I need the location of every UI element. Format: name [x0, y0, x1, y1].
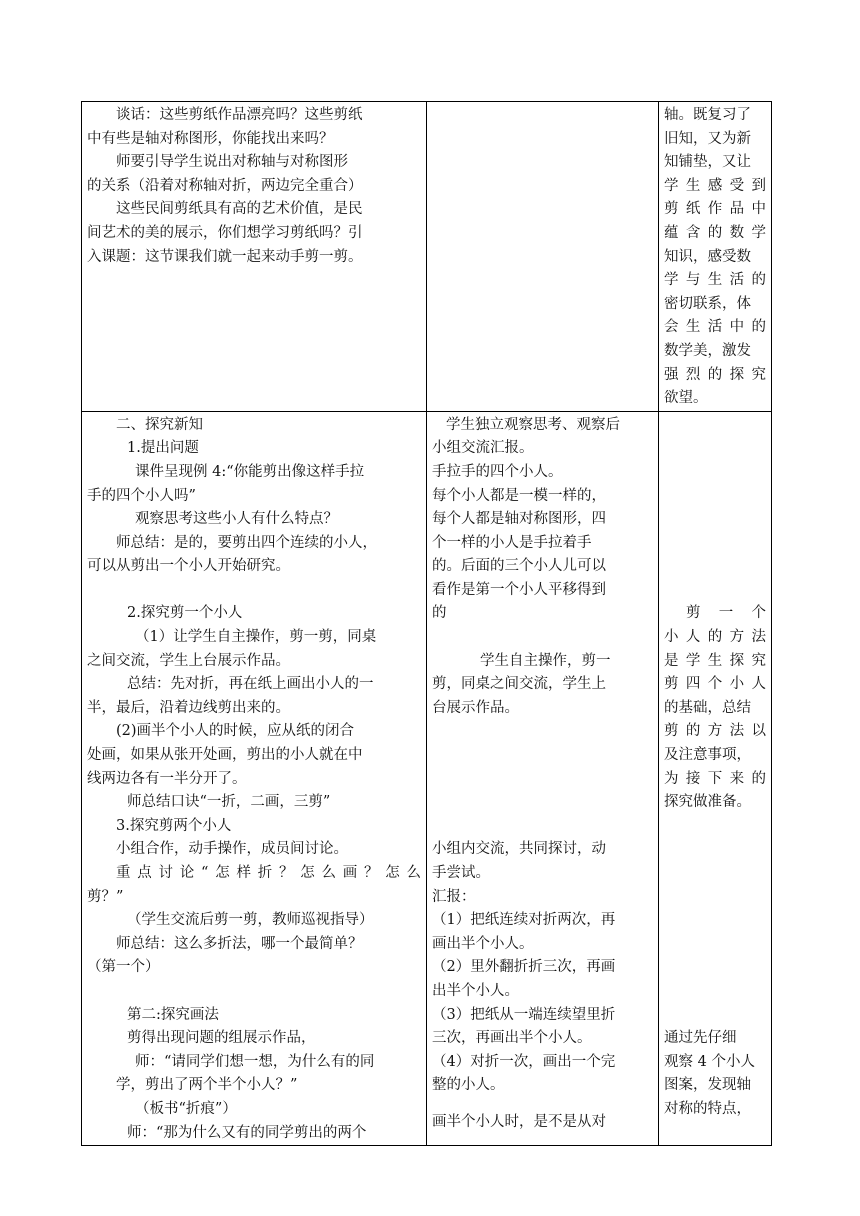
text-line: 师总结：是的，要剪出四个连续的小人， — [116, 534, 377, 551]
text-line: 的。后面的三个小人儿可以 — [432, 558, 606, 575]
text-line: 学生感受到 — [664, 177, 766, 194]
text-line: 知识，感受数 — [664, 248, 751, 265]
text-line: 剪，同桌之间交流，学生上 — [432, 676, 606, 693]
design-intent-cell — [659, 102, 772, 412]
text-line: 的关系（沿着对称轴对折，两边完全重合） — [87, 177, 363, 194]
text-line: 汇报： — [432, 888, 476, 905]
text-line: 剪一个 — [686, 605, 766, 622]
text-line: （3）把纸从一端连续望里折 — [432, 1006, 616, 1023]
text-line: 师总结：这么多折法，哪一个最简单？ — [116, 935, 363, 952]
text-line: 处画，如果从张开处画，剪出的小人就在中 — [87, 747, 363, 764]
text-line: 师：“那为什么又有的同学剪出的两个 — [127, 1124, 367, 1141]
text-line: 探究做准备。 — [664, 794, 751, 811]
text-line: 这些民间剪纸具有高的艺术价值，是民 — [116, 201, 363, 218]
text-line: 学，剪出了两个半个小人？” — [116, 1077, 298, 1094]
text-line: （板书“折痕”） — [135, 1100, 237, 1117]
text-line: 观察思考这些小人有什么特点？ — [135, 511, 338, 528]
text-line: 小组交流汇报。 — [432, 440, 534, 457]
text-line: 出半个小人。 — [432, 982, 519, 999]
text-line: 轴。既复习了 — [664, 107, 751, 123]
text-line: 个一样的小人是手拉着手 — [432, 534, 592, 551]
text-line: 2.探究剪一个小人 — [127, 605, 243, 622]
text-line: 手的四个小人吗” — [87, 487, 196, 504]
text-line: 谈话：这些剪纸作品漂亮吗？这些剪纸 — [116, 107, 363, 123]
text-line: 三次，再画出半个小人。 — [432, 1030, 592, 1047]
text-line: 及注意事项， — [664, 747, 751, 764]
text-line: 第二:探究画法 — [127, 1006, 219, 1023]
text-line: 的 — [432, 605, 447, 622]
text-line: 会生活中的 — [664, 319, 766, 336]
text-line: （第一个） — [87, 959, 160, 976]
table-row — [82, 411, 772, 1145]
text-line: 3.探究剪两个小人 — [116, 817, 232, 834]
text-line: 学与生活的 — [664, 272, 766, 289]
student-activity-cell — [427, 411, 659, 1145]
text-line: 中有些是轴对称图形，你能找出来吗？ — [87, 130, 334, 147]
text-line: (2)画半个小人的时候，应从纸的闭合 — [116, 723, 355, 740]
text-line: 观察 4 个小人 — [664, 1053, 755, 1070]
text-line: 学生独立观察思考、观察后 — [446, 416, 620, 433]
text-line: 总结：先对折，再在纸上画出小人的一 — [127, 676, 374, 693]
text-line: （2）里外翻折折三次，再画 — [432, 959, 616, 976]
section-heading: 二、探究新知 — [116, 416, 203, 433]
text-line: 每个人都是轴对称图形，四 — [432, 511, 606, 528]
teacher-activity-cell — [82, 102, 427, 412]
text-line: 每个小人都是一模一样的， — [432, 487, 606, 504]
text-line: （4）对折一次，画出一个完 — [432, 1053, 616, 1070]
design-intent-cell — [659, 411, 772, 1145]
teacher-activity-cell — [82, 411, 427, 1145]
text-line: 之间交流，学生上台展示作品。 — [87, 652, 290, 669]
table-row — [82, 102, 772, 412]
text-line: 知铺垫，又让 — [664, 154, 751, 171]
text-line: 通过先仔细 — [664, 1030, 737, 1047]
text-line: 剪？” — [87, 888, 124, 905]
text-line: 欲望。 — [664, 390, 708, 407]
text-line: 1.提出问题 — [127, 440, 199, 457]
text-line: 师要引导学生说出对称轴与对称图形 — [116, 154, 348, 171]
text-line: 强烈的探究 — [664, 366, 766, 383]
text-line: 小人的方法 — [664, 629, 766, 646]
text-line: 小组内交流，共同探讨，动 — [432, 841, 606, 858]
text-line: 蕴含的数学 — [664, 224, 766, 241]
text-line: 台展示作品。 — [432, 699, 519, 716]
text-line: 课件呈现例 4:“你能剪出像这样手拉 — [135, 463, 365, 480]
text-line: 线两边各有一半分开了。 — [87, 770, 247, 787]
text-line: 为接下来的 — [664, 770, 766, 787]
text-line: 画半个小人时，是不是从对 — [432, 1113, 606, 1130]
text-line: 可以从剪出一个小人开始研究。 — [87, 558, 290, 575]
text-line: （1）让学生自主操作，剪一剪，同桌 — [135, 629, 377, 646]
text-line: 对称的特点， — [664, 1100, 751, 1117]
lesson-plan-table — [81, 101, 772, 1146]
text-line: 的基础，总结 — [664, 699, 751, 716]
text-line: 剪纸作品中 — [664, 201, 766, 218]
text-line: 画出半个小人。 — [432, 935, 534, 952]
text-line: 数学美，激发 — [664, 342, 751, 359]
text-line: 学生自主操作，剪一 — [480, 652, 611, 669]
text-line: 重点讨论“怎样折？怎么画？怎么 — [116, 865, 421, 881]
text-line: 整的小人。 — [432, 1077, 505, 1094]
text-line: 入课题：这节课我们就一起来动手剪一剪。 — [87, 248, 363, 265]
text-line: 旧知，又为新 — [664, 130, 751, 147]
text-line: 手拉手的四个小人。 — [432, 463, 563, 480]
text-line: 师：“请同学们想一想，为什么有的同 — [135, 1053, 375, 1070]
text-line: 图案，发现轴 — [664, 1077, 751, 1094]
text-line: 半，最后，沿着边线剪出来的。 — [87, 699, 290, 716]
text-line: 师总结口诀“一折，二画，三剪” — [127, 794, 331, 811]
text-line: 看作是第一个小人平移得到 — [432, 581, 606, 598]
text-line: 剪四个小人 — [664, 676, 766, 693]
text-line: （学生交流后剪一剪，教师巡视指导） — [127, 912, 374, 929]
text-line: 小组合作，动手操作，成员间讨论。 — [116, 841, 348, 858]
text-line: 间艺术的美的展示，你们想学习剪纸吗？引 — [87, 224, 363, 241]
text-line: 剪的方法以 — [664, 723, 766, 740]
text-line: 密切联系，体 — [664, 295, 751, 312]
text-line: 是学生探究 — [664, 652, 766, 669]
text-line: 剪得出现问题的组展示作品， — [127, 1030, 316, 1047]
student-activity-cell — [427, 102, 659, 412]
text-line: 手尝试。 — [432, 865, 490, 881]
text-line: （1）把纸连续对折两次，再 — [432, 912, 616, 929]
